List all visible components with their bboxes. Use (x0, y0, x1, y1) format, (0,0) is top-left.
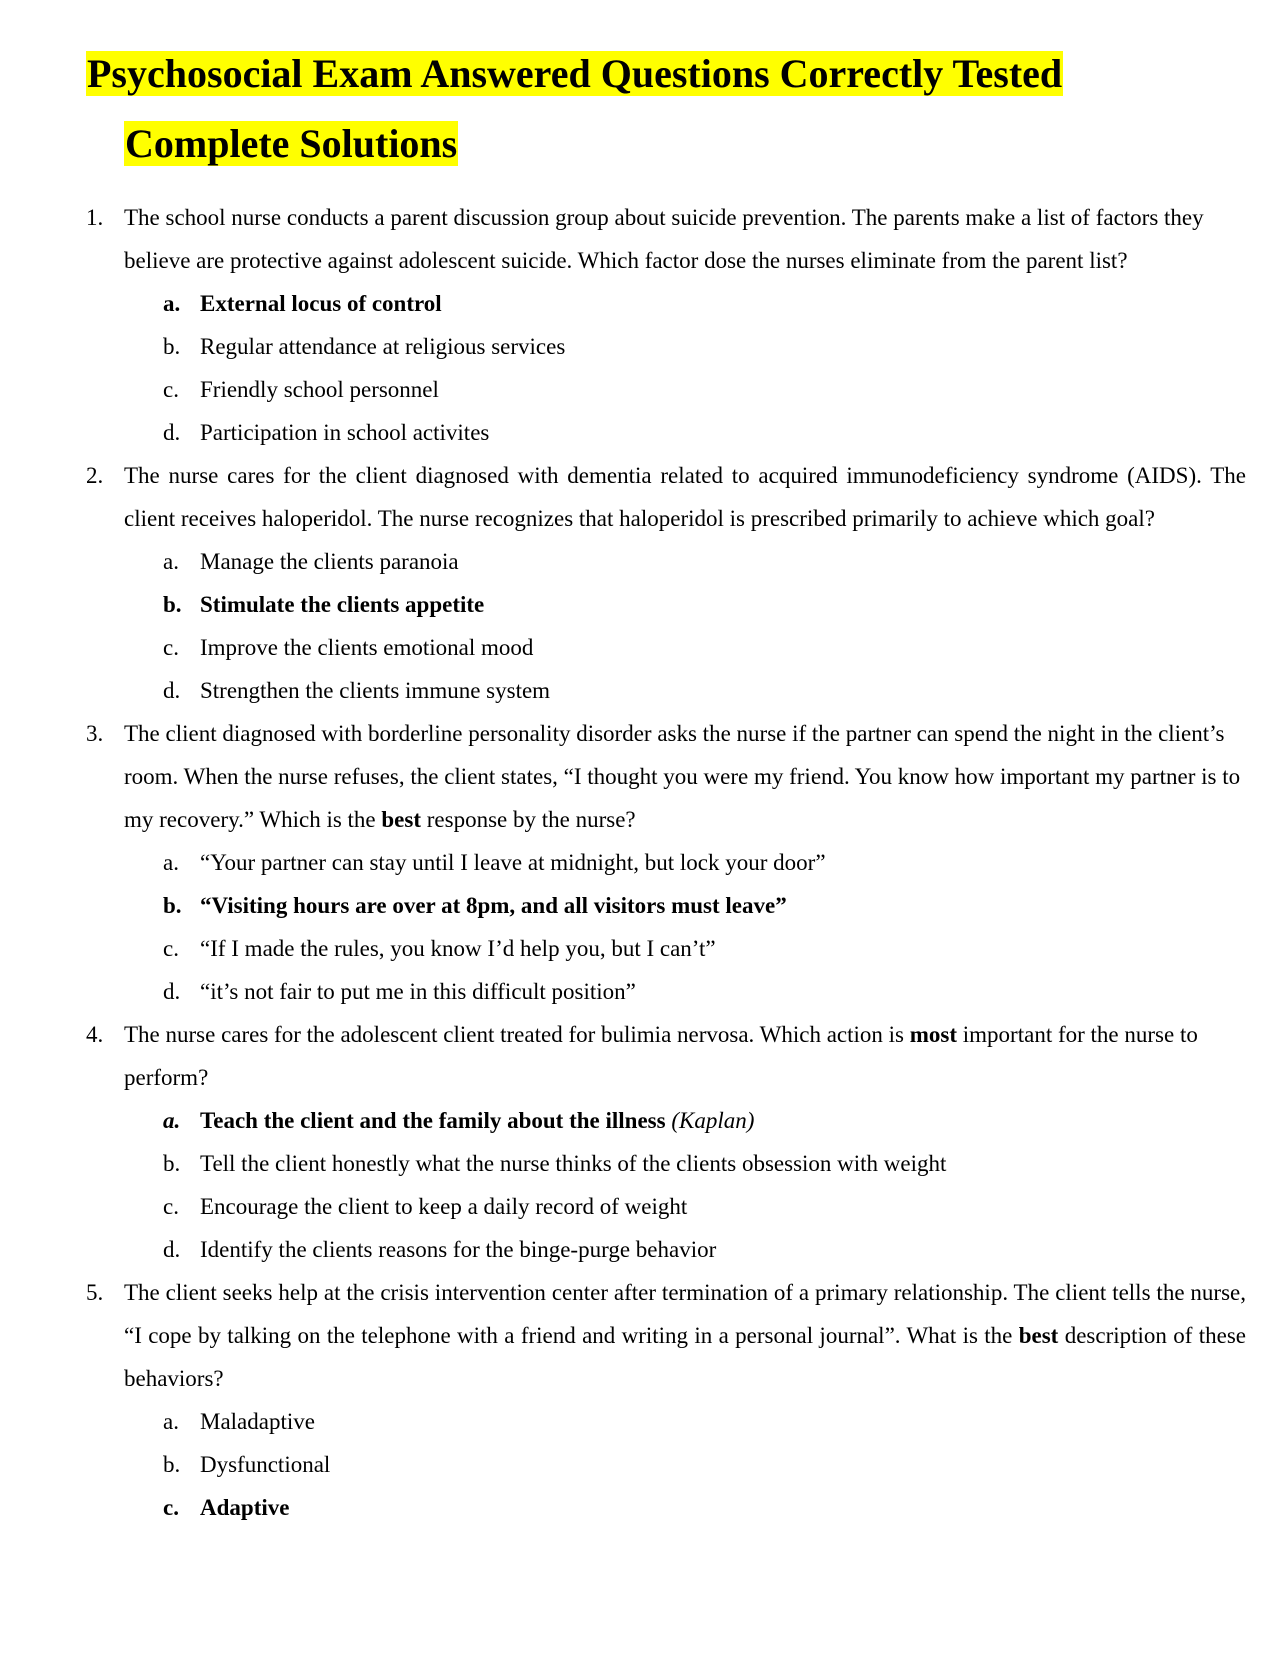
option-text: External locus of control (200, 291, 442, 316)
question-3 (86, 712, 1246, 1013)
option (163, 970, 1246, 1013)
question-text (124, 1271, 1246, 1400)
document-title-line-2 (124, 119, 458, 169)
option-letter: c. (163, 1194, 179, 1219)
option (163, 1185, 1246, 1228)
option-correct (163, 1486, 1246, 1529)
option-letter: c. (163, 635, 179, 660)
title-highlight-2: Complete Solutions (125, 121, 458, 166)
question-emphasis: most (909, 1022, 958, 1047)
question-number: 2. (86, 463, 104, 488)
option-list (163, 540, 1246, 712)
option-text: Improve the clients emotional mood (200, 635, 534, 660)
question-number: 3. (86, 721, 104, 746)
document-title-line-1 (86, 49, 1063, 99)
option-letter: a. (163, 549, 179, 574)
option-letter: c. (163, 377, 179, 402)
option-correct (163, 282, 1246, 325)
option-text: Adaptive (200, 1495, 290, 1520)
option (163, 841, 1246, 884)
option-text: Strengthen the clients immune system (200, 678, 551, 703)
question-emphasis: best (381, 807, 422, 832)
option-text: “Your partner can stay until I leave at midnight, but lock your door” (200, 850, 826, 875)
option (163, 1142, 1246, 1185)
option-correct (163, 1099, 1246, 1142)
option-text: Stimulate the clients appetite (200, 592, 485, 617)
option-text: “it’s not fair to put me in this difficult position” (200, 979, 636, 1004)
question-text (124, 712, 1246, 841)
option-letter: d. (163, 1237, 181, 1262)
option (163, 411, 1246, 454)
question-text-part: The client seeks help at the crisis intervention center after termination of a primary relationship. The client tells the nurse, “I cope by talking on the telephone with a friend and writing in a personal journal”. What is the (124, 1280, 1246, 1348)
option (163, 1228, 1246, 1271)
question-number: 4. (86, 1022, 104, 1047)
option-letter: b. (163, 592, 182, 617)
option (163, 669, 1246, 712)
option-text: Encourage the client to keep a daily record of weight (200, 1194, 688, 1219)
option-letter: b. (163, 1151, 181, 1176)
option-text: Tell the client honestly what the nurse thinks of the clients obsession with weight (200, 1151, 947, 1176)
question-text-part: The nurse cares for the adolescent client treated for bulimia nervosa. Which action is (124, 1022, 910, 1047)
question-1 (86, 196, 1246, 454)
question-text-part: The client diagnosed with borderline personality disorder asks the nurse if the partner can spend the night in the client’s room. When the nurse refuses, the client states, “I thought you were my friend. You know how important my partner is to my recovery.” Which is the (124, 721, 1241, 832)
option-text: “If I made the rules, you know I’d help you, but I can’t” (200, 936, 716, 961)
question-text-part: response by the nurse? (421, 807, 636, 832)
option-letter: a. (163, 291, 181, 316)
option (163, 325, 1246, 368)
option-text: Participation in school activites (200, 420, 490, 445)
option (163, 1400, 1246, 1443)
option (163, 626, 1246, 669)
option-letter: b. (163, 893, 182, 918)
option-correct (163, 884, 1246, 927)
option-correct (163, 583, 1246, 626)
question-number: 5. (86, 1280, 104, 1305)
question-text-part: important for the nurse to perform? (124, 1022, 1198, 1090)
question-emphasis: best (1018, 1323, 1059, 1348)
question-4 (86, 1013, 1246, 1271)
option-text (200, 1099, 754, 1142)
option (163, 368, 1246, 411)
option-letter: b. (163, 1452, 181, 1477)
option-text: Manage the clients paranoia (200, 549, 459, 574)
option-text-main: Teach the client and the family about the illness (200, 1108, 666, 1133)
option-text: Regular attendance at religious services (200, 334, 566, 359)
question-number: 1. (86, 205, 104, 230)
option-letter: c. (163, 936, 179, 961)
option-list (163, 1400, 1246, 1529)
question-text: The school nurse conducts a parent discussion group about suicide prevention. The parents make a list of factors they believe are protective against adolescent suicide. Which factor dose the nurses eliminate from the parent list? (124, 205, 1204, 273)
option-text: Identify the clients reasons for the binge-purge behavior (200, 1237, 717, 1262)
option-text: Maladaptive (200, 1409, 315, 1434)
option (163, 927, 1246, 970)
title-highlight-1: Psychosocial Exam Answered Questions Correctly Tested (87, 51, 1063, 96)
option-source-note: (Kaplan) (671, 1108, 755, 1133)
option-text: Dysfunctional (200, 1452, 331, 1477)
option-text: Friendly school personnel (200, 377, 439, 402)
option-letter: b. (163, 334, 181, 359)
option-text: “Visiting hours are over at 8pm, and all visitors must leave” (200, 893, 787, 918)
option-list (163, 1099, 1246, 1271)
option-letter: a. (163, 1108, 181, 1133)
question-5 (86, 1271, 1246, 1529)
question-text-part: description of these behaviors? (124, 1323, 1246, 1391)
option-list (163, 841, 1246, 1013)
question-text: The nurse cares for the client diagnosed with dementia related to acquired immunodeficiency syndrome (AIDS). The client receives haloperidol. The nurse recognizes that haloperidol is prescribed primarily to achieve which goal? (124, 463, 1246, 531)
question-list (86, 196, 1246, 1529)
option-letter: a. (163, 850, 179, 875)
option-letter: d. (163, 979, 181, 1004)
question-text (124, 1013, 1246, 1099)
option (163, 1443, 1246, 1486)
option-letter: d. (163, 678, 181, 703)
option-letter: d. (163, 420, 181, 445)
option-letter: a. (163, 1409, 179, 1434)
option-list (163, 282, 1246, 454)
question-2 (86, 454, 1246, 712)
option-letter: c. (163, 1495, 179, 1520)
option (163, 540, 1246, 583)
